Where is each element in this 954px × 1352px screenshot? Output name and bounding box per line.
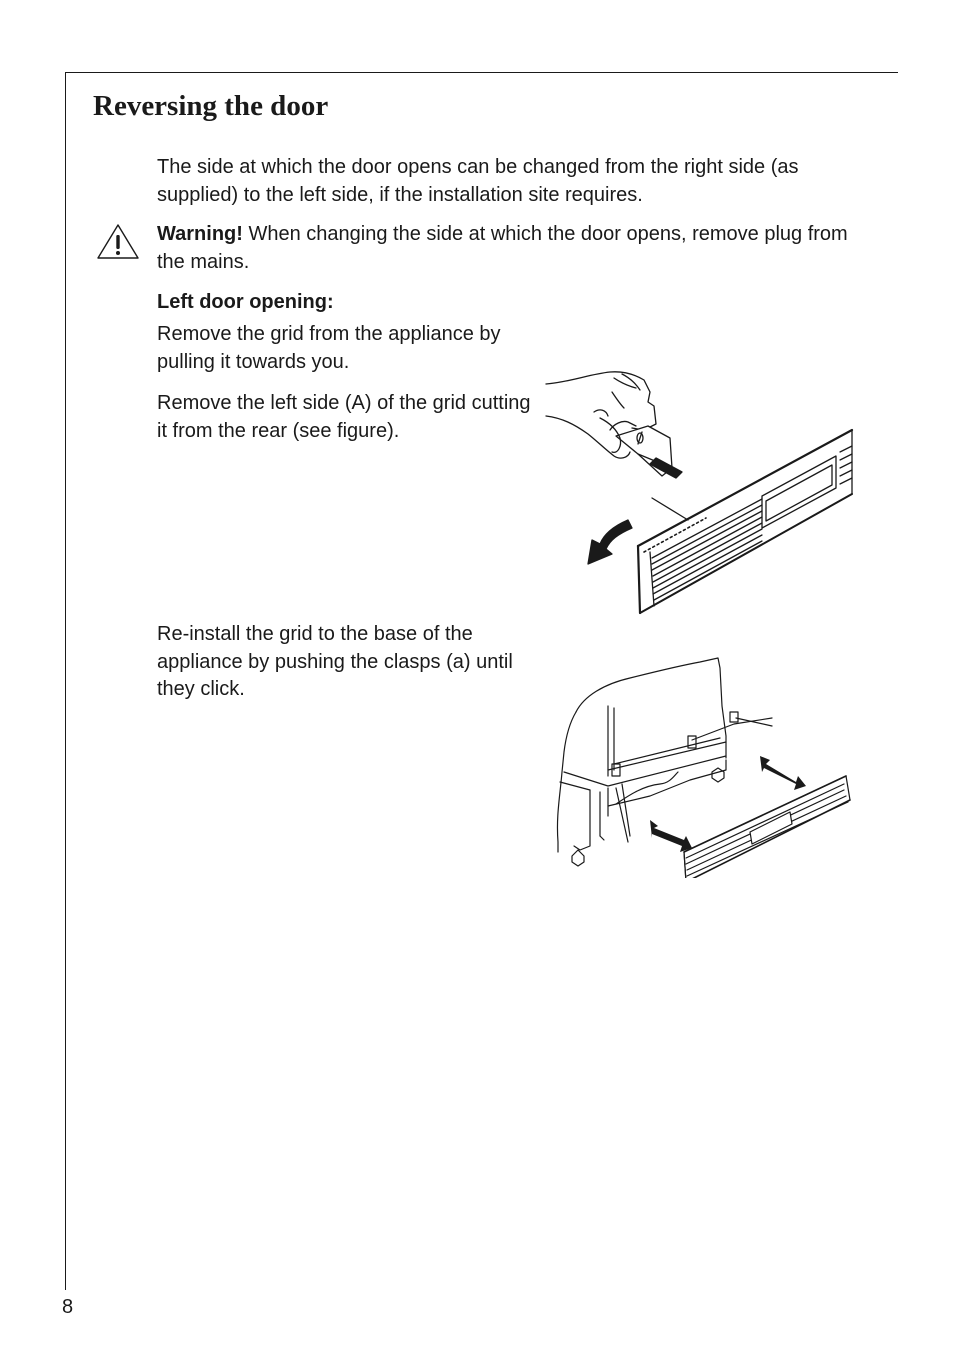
- top-rule: [65, 72, 898, 73]
- warning-triangle-icon: [95, 222, 141, 262]
- intro-paragraph: The side at which the door opens can be changed from the right side (as supplied) to the left side, if the installation site requires.: [157, 156, 799, 206]
- page-number: 8: [62, 1296, 74, 1318]
- left-door-heading: Left door opening:: [157, 291, 334, 313]
- page-title: Reversing the door: [93, 90, 329, 122]
- grid-installation-illustration: [550, 656, 856, 878]
- left-margin-rule: [65, 72, 66, 1290]
- warning-label: Warning!: [157, 223, 243, 245]
- step-cut-left-side: Remove the left side (A) of the grid cutting it from the rear (see figure).: [157, 392, 531, 442]
- step-remove-grid: Remove the grid from the appliance by pulling it towards you.: [157, 323, 501, 373]
- step-reinstall-grid: Re-install the grid to the base of the appliance by pushing the clasps (a) until they click.: [157, 623, 513, 700]
- hand-cutting-grid-illustration: [540, 368, 856, 616]
- warning-text: When changing the side at which the door opens, remove plug from the mains.: [157, 223, 848, 273]
- warning-paragraph: [157, 221, 877, 276]
